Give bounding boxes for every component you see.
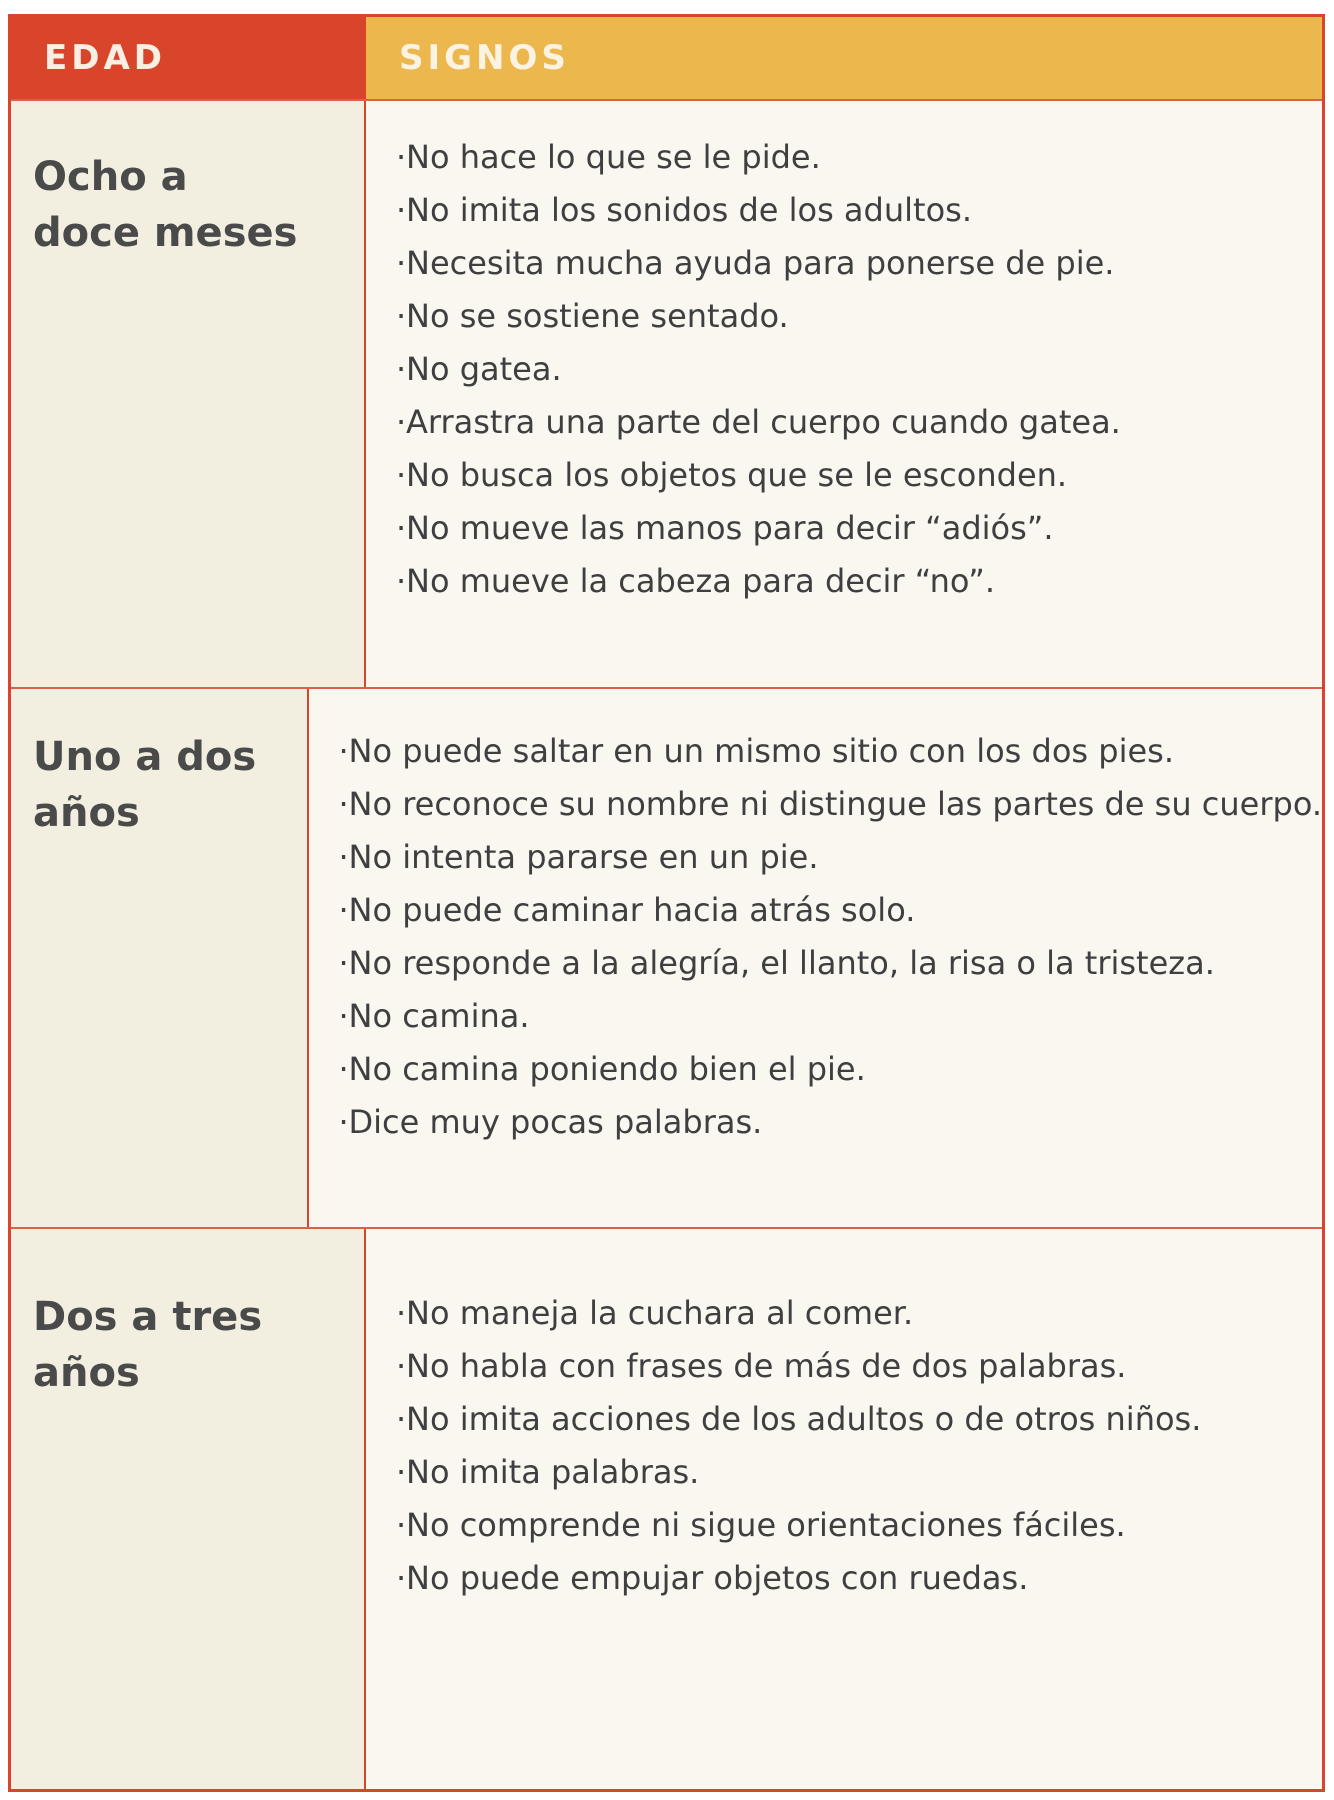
list-item: ·No gatea. — [396, 350, 562, 388]
table-row-dos-tres-anos — [11, 1227, 1322, 1789]
list-item: ·No imita los sonidos de los adultos. — [396, 191, 972, 229]
table-row-uno-dos-anos — [11, 687, 1322, 1227]
signs-cell — [366, 1229, 1322, 1789]
list-item: ·No maneja la cuchara al comer. — [396, 1294, 914, 1332]
header-edad: EDAD — [11, 17, 366, 99]
age-cell — [11, 689, 309, 1227]
list-item: ·No comprende ni sigue orientaciones fáciles. — [396, 1506, 1126, 1544]
signs-cell — [309, 689, 1323, 1227]
signs-list — [396, 1287, 1322, 1605]
list-item: ·No mueve las manos para decir “adiós”. — [396, 509, 1054, 547]
table-row-ocho-doce-meses — [11, 99, 1322, 687]
list-item: ·No intenta pararse en un pie. — [338, 838, 819, 876]
signs-cell — [366, 101, 1322, 687]
age-cell — [11, 101, 366, 687]
list-item: ·No mueve la cabeza para decir “no”. — [396, 562, 996, 600]
table-header-row — [11, 17, 1322, 99]
list-item: ·No puede empujar objetos con ruedas. — [396, 1559, 1029, 1597]
list-item: ·No hace lo que se le pide. — [396, 138, 821, 176]
list-item: ·No puede caminar hacia atrás solo. — [338, 891, 916, 929]
list-item: ·No imita palabras. — [396, 1453, 700, 1491]
list-item: ·Arrastra una parte del cuerpo cuando gatea. — [396, 403, 1121, 441]
list-item: ·No reconoce su nombre ni distingue las partes de su cuerpo. — [338, 785, 1322, 823]
header-signos: SIGNOS — [366, 17, 1322, 99]
list-item: ·Necesita mucha ayuda para ponerse de pie. — [396, 244, 1115, 282]
list-item: ·No habla con frases de más de dos palabras. — [396, 1347, 1127, 1385]
list-item: ·No imita acciones de los adultos o de otros niños. — [396, 1400, 1202, 1438]
age-label-line1: Ocho a — [33, 154, 188, 200]
list-item: ·No busca los objetos que se le esconden. — [396, 456, 1068, 494]
signs-table — [8, 14, 1325, 1792]
age-label-line2: doce meses — [33, 210, 298, 256]
signs-list — [396, 131, 1322, 608]
age-label-line1: Uno a dos años — [33, 734, 257, 836]
signs-list — [339, 725, 1323, 1149]
list-item: ·No responde a la alegría, el llanto, la risa o la tristeza. — [338, 944, 1215, 982]
list-item: ·No se sostiene sentado. — [396, 297, 789, 335]
list-item: ·Dice muy pocas palabras. — [338, 1103, 763, 1141]
list-item: ·No camina. — [338, 997, 530, 1035]
list-item: ·No puede saltar en un mismo sitio con los dos pies. — [338, 732, 1174, 770]
age-cell — [11, 1229, 366, 1789]
list-item: ·No camina poniendo bien el pie. — [338, 1050, 866, 1088]
age-label-line1: Dos a tres años — [33, 1294, 263, 1396]
